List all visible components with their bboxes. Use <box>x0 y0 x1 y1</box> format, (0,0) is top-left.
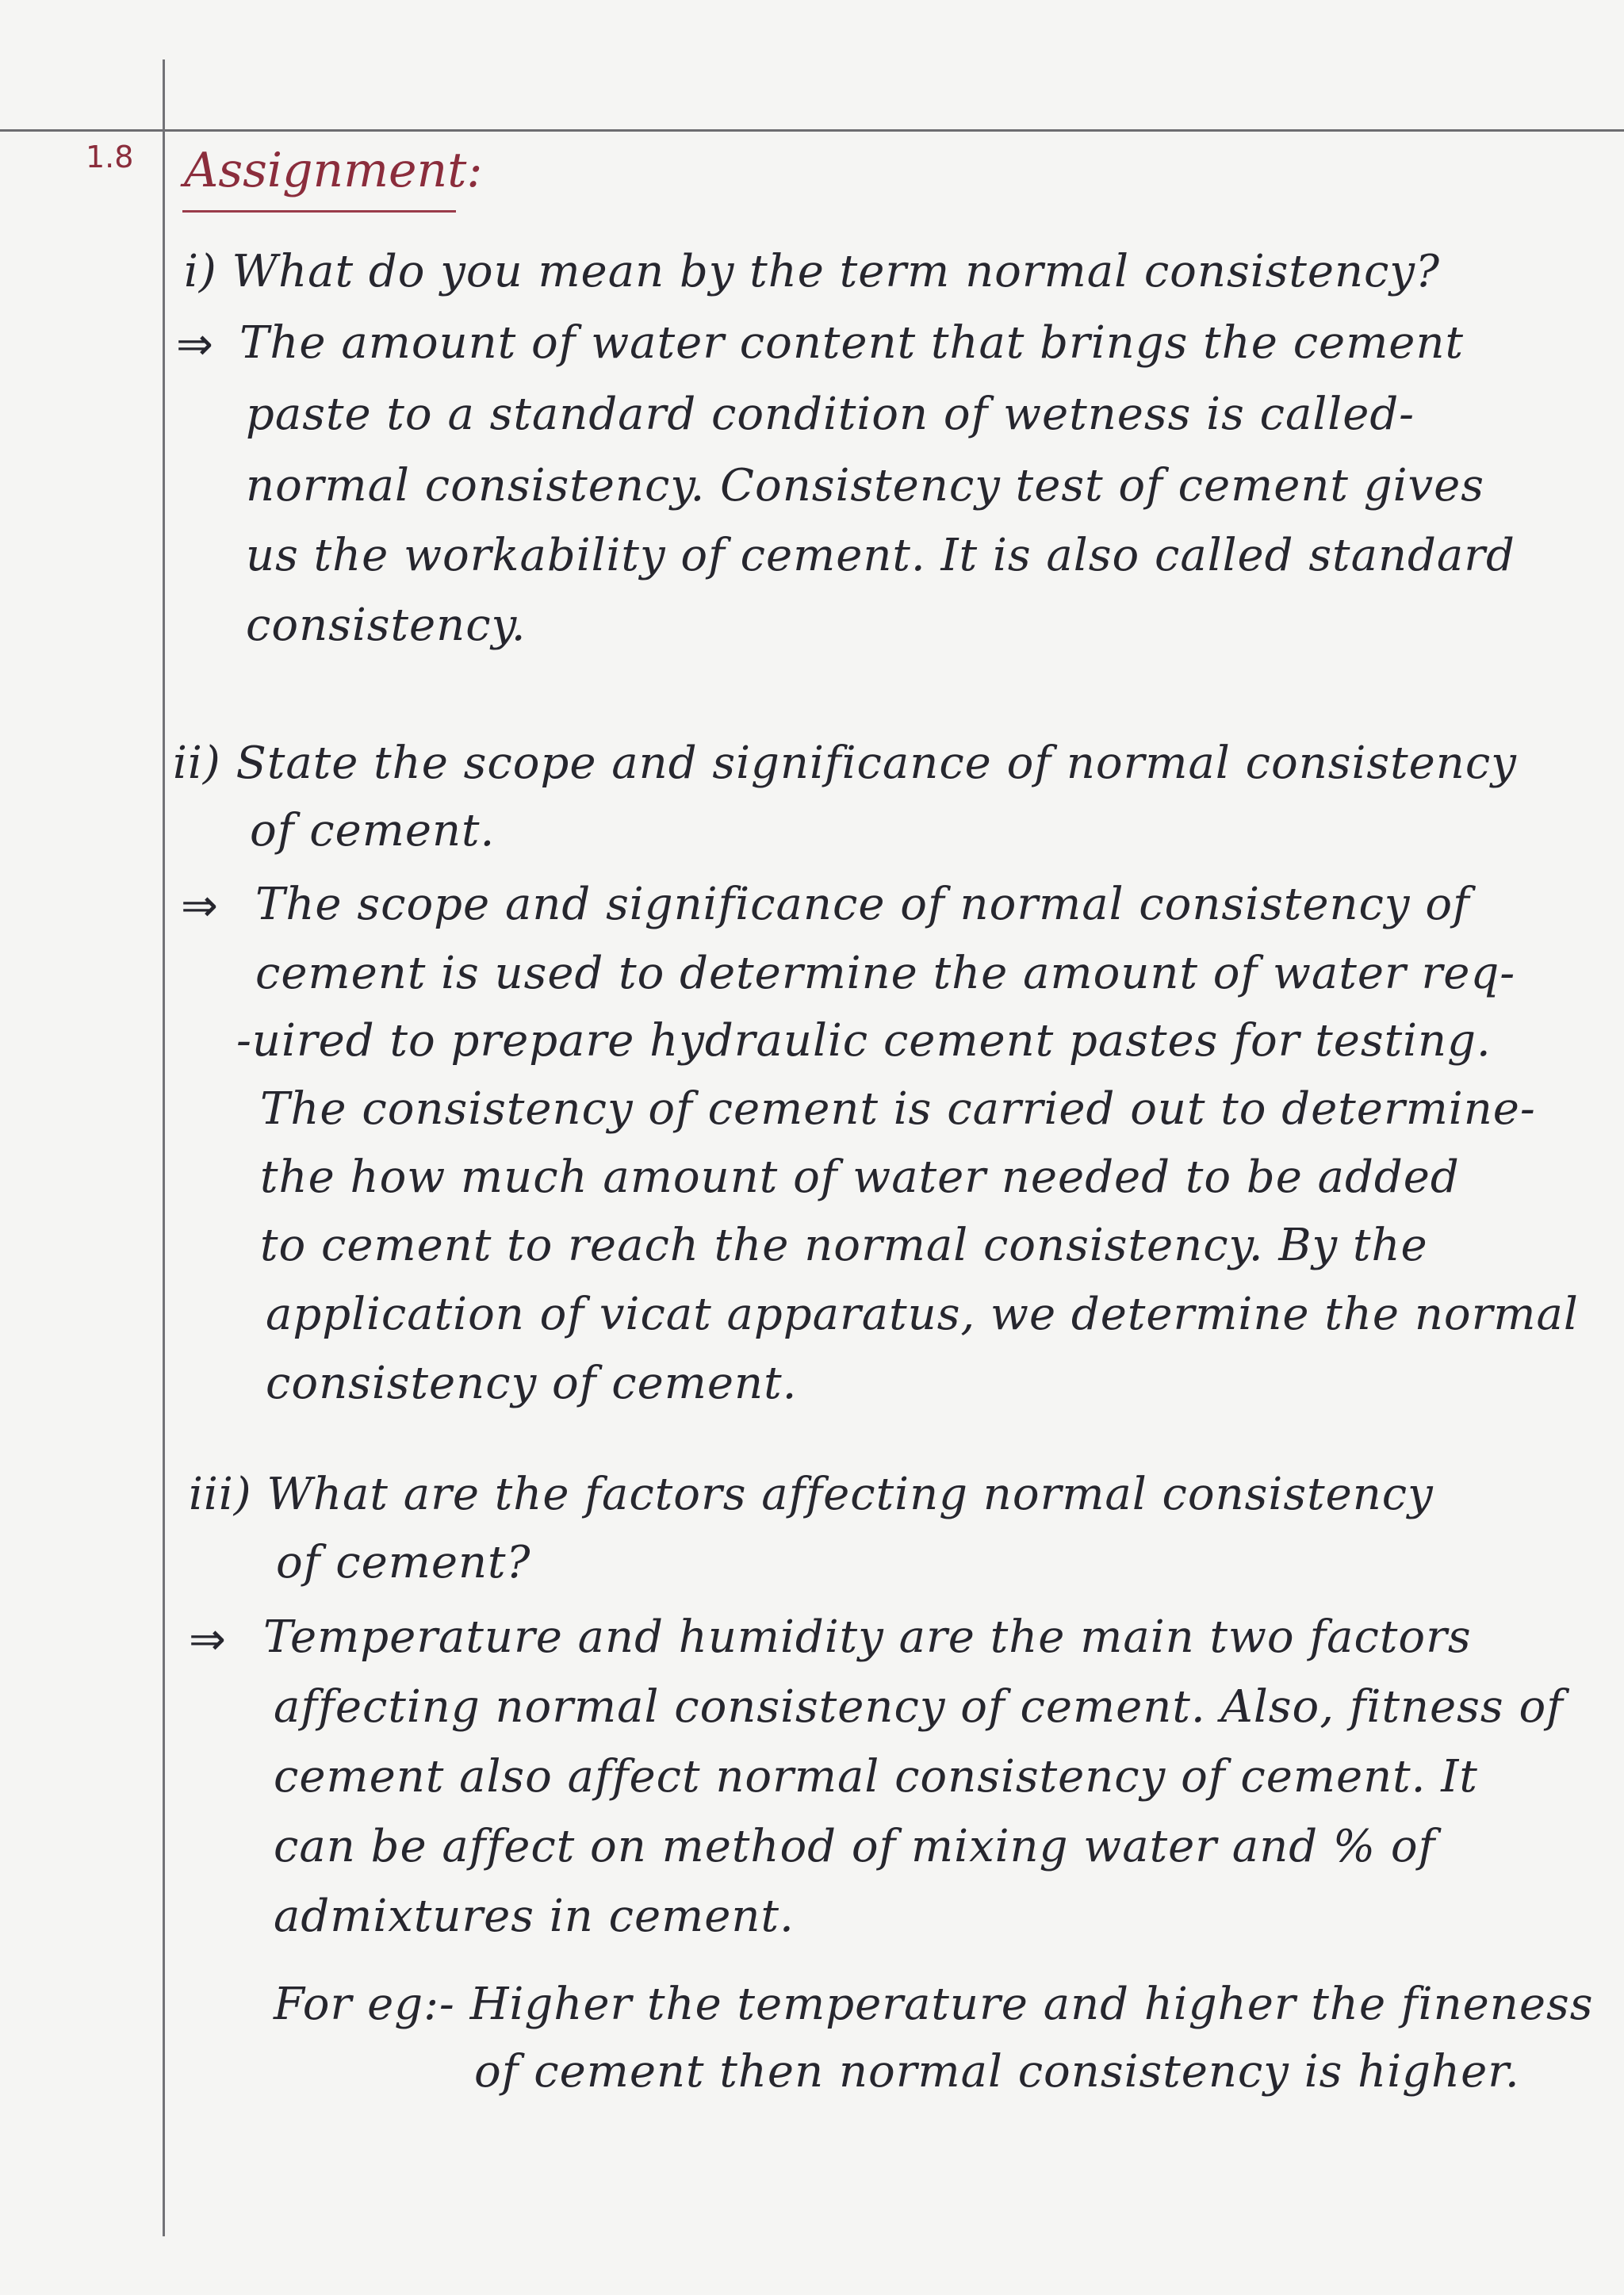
answer-3-line-2: affecting normal consistency of cement. Also, fitness of <box>274 1681 1564 1733</box>
answer-2-line-2: cement is used to determine the amount of water req- <box>255 948 1516 999</box>
answer-3-line-6: For eg:- Higher the temperature and higher the fineness <box>274 1979 1594 2030</box>
answer-2-line-1: The scope and significance of normal consistency of <box>255 879 1470 930</box>
question-2-line-1: ii) State the scope and significance of normal consistency <box>173 738 1517 789</box>
answer-1-line-2: paste to a standard condition of wetness is called- <box>246 389 1415 440</box>
answer-1-line-5: consistency. <box>246 600 527 651</box>
answer-3-arrow-icon: ⇒ <box>189 1614 226 1665</box>
question-2-line-2: of cement. <box>250 805 496 856</box>
answer-1-line-4: us the workability of cement. It is also called standard <box>246 530 1515 581</box>
answer-3-line-7: of cement then normal consistency is higher. <box>474 2046 1520 2098</box>
page-title: Assignment: <box>184 143 483 198</box>
answer-3-line-1: Temperature and humidity are the main two factors <box>263 1611 1472 1663</box>
answer-2-line-8: consistency of cement. <box>266 1358 798 1409</box>
left-margin-rule <box>163 59 165 2236</box>
answer-1-arrow-icon: ⇒ <box>176 319 213 370</box>
title-underline <box>182 210 456 213</box>
answer-2-line-6: to cement to reach the normal consistency. By the <box>260 1220 1428 1271</box>
answer-3-line-3: cement also affect normal consistency of cement. It <box>274 1751 1478 1803</box>
answer-2-line-7: application of vicat apparatus, we determine the normal <box>266 1289 1579 1340</box>
answer-3-line-5: admixtures in cement. <box>274 1891 795 1942</box>
answer-3-line-4: can be affect on method of mixing water and % of <box>274 1821 1436 1872</box>
answer-2-arrow-icon: ⇒ <box>181 880 218 932</box>
question-3-line-2: of cement? <box>276 1537 531 1588</box>
answer-1-line-3: normal consistency. Consistency test of cement gives <box>246 460 1485 511</box>
answer-1-line-1: The amount of water content that brings the cement <box>239 317 1465 369</box>
question-1-line-1: i) What do you mean by the term normal consistency? <box>184 246 1441 297</box>
answer-2-line-4: The consistency of cement is carried out to determine- <box>260 1083 1536 1135</box>
answer-2-line-5: the how much amount of water needed to be added <box>260 1151 1460 1203</box>
question-3-line-1: iii) What are the factors affecting normal consistency <box>189 1469 1434 1520</box>
section-number: 1.8 <box>86 140 134 174</box>
answer-2-line-3: -uired to prepare hydraulic cement pastes for testing. <box>236 1015 1492 1067</box>
top-margin-rule <box>0 129 1624 132</box>
